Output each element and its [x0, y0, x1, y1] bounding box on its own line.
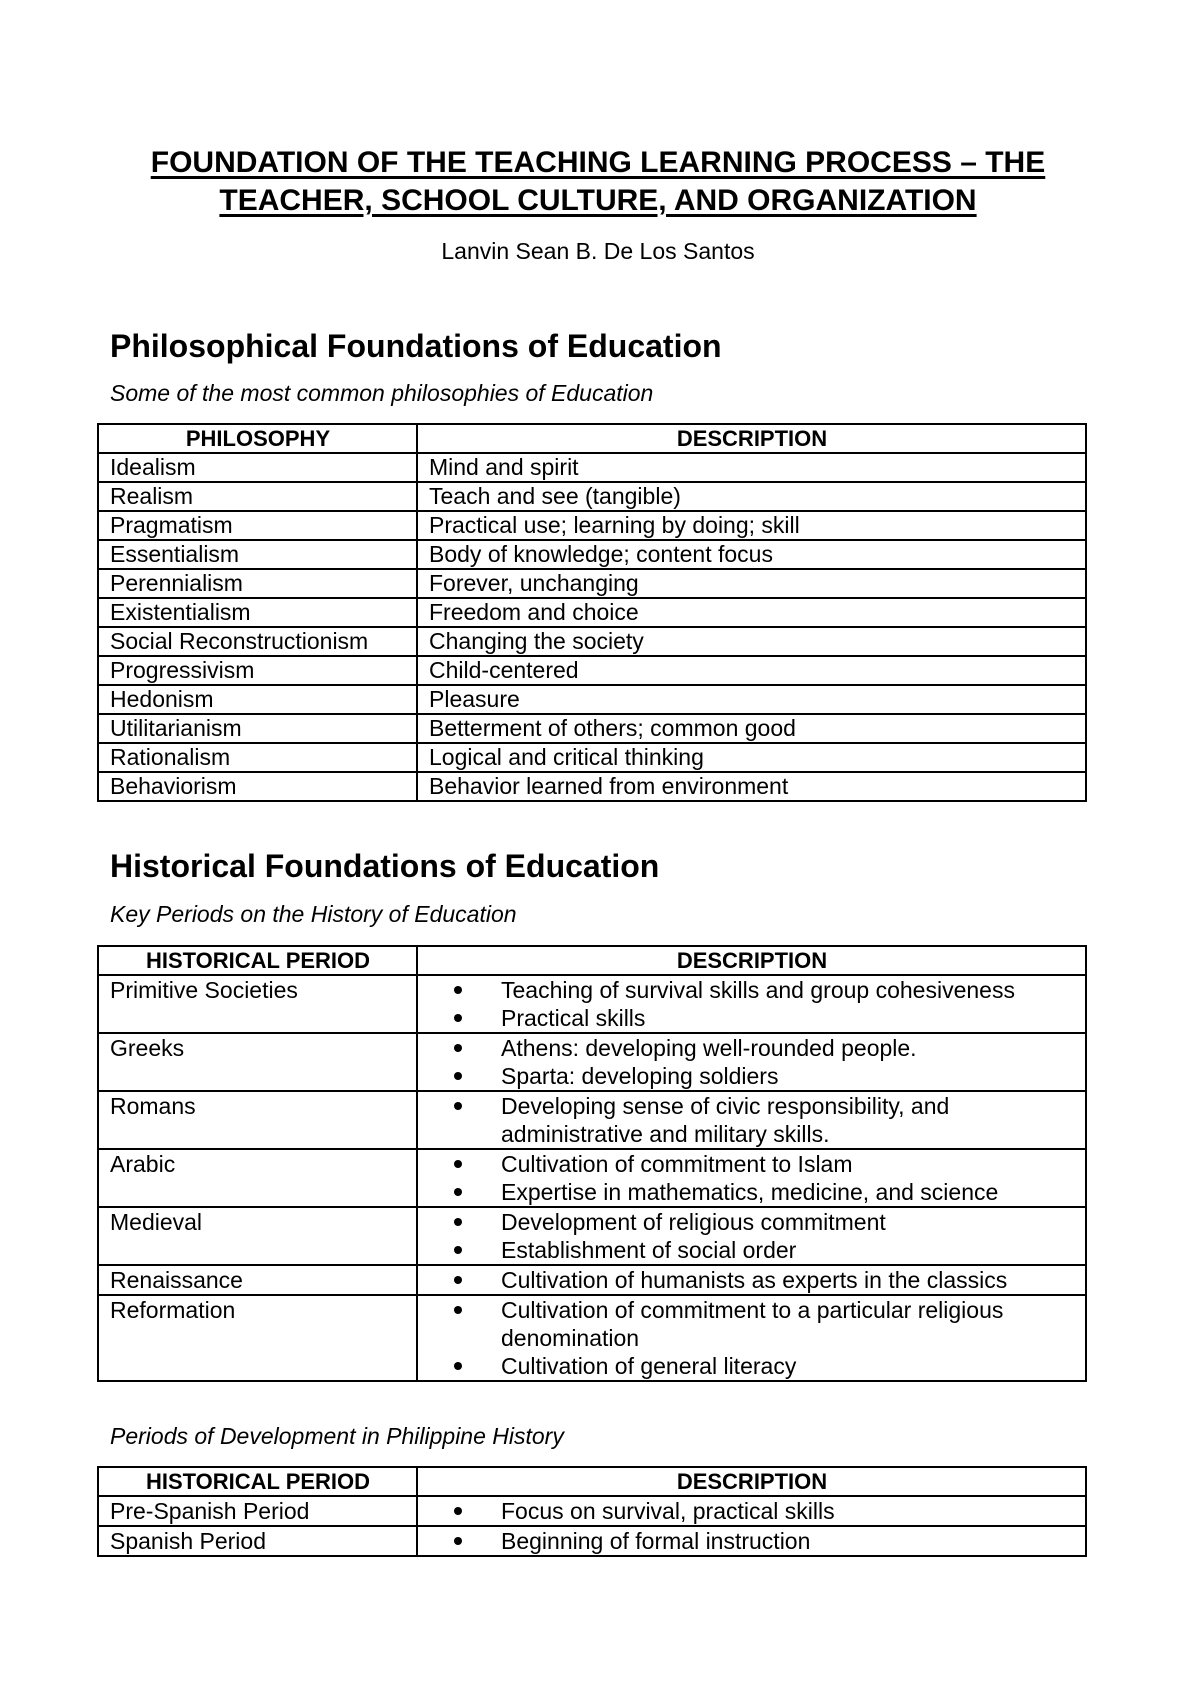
- bullet-item: [418, 1497, 1075, 1525]
- bullet-item: [418, 1150, 1075, 1178]
- bullet-text: Cultivation of humanists as experts in the classics: [501, 1267, 1008, 1293]
- bullet-icon: [454, 1160, 462, 1168]
- table-row: [98, 685, 1086, 714]
- philosophy-name: Idealism: [98, 453, 417, 482]
- table-row: [98, 1265, 1086, 1295]
- philosophy-name: Utilitarianism: [98, 714, 417, 743]
- table-row: [98, 1526, 1086, 1556]
- period-name: Pre-Spanish Period: [98, 1496, 417, 1526]
- period-name: Medieval: [98, 1207, 417, 1265]
- title-line-2: TEACHER, SCHOOL CULTURE, AND ORGANIZATION: [219, 184, 977, 217]
- bullet-text: Sparta: developing soldiers: [501, 1063, 779, 1089]
- philosophy-description: Practical use; learning by doing; skill: [417, 511, 1086, 540]
- bullet-icon: [454, 1276, 462, 1284]
- table-row: [98, 1295, 1086, 1381]
- philosophy-description: Forever, unchanging: [417, 569, 1086, 598]
- bullet-text: Development of religious commitment: [501, 1209, 886, 1235]
- table-row: [98, 540, 1086, 569]
- bullet-text: Developing sense of civic responsibility, and administrative and military skills.: [501, 1093, 950, 1147]
- period-name: Arabic: [98, 1149, 417, 1207]
- philosophy-name: Rationalism: [98, 743, 417, 772]
- philosophy-description: Behavior learned from environment: [417, 772, 1086, 801]
- table-row: [98, 627, 1086, 656]
- period-description: [417, 1149, 1086, 1207]
- period-description: [417, 1295, 1086, 1381]
- table-header-row: [98, 946, 1086, 975]
- historical-table-body: [98, 975, 1086, 1381]
- philosophy-description: Child-centered: [417, 656, 1086, 685]
- bullet-icon: [454, 1072, 462, 1080]
- bullet-item: [418, 1352, 1075, 1380]
- column-header-historical-period: HISTORICAL PERIOD: [98, 1467, 417, 1496]
- period-name: Spanish Period: [98, 1526, 417, 1556]
- bullet-text: Expertise in mathematics, medicine, and science: [501, 1179, 999, 1205]
- bullet-text: Teaching of survival skills and group cohesiveness: [501, 977, 1015, 1003]
- philosophy-table: [97, 423, 1087, 802]
- bullet-text: Cultivation of general literacy: [501, 1353, 797, 1379]
- philosophy-name: Existentialism: [98, 598, 417, 627]
- bullet-item: [418, 1034, 1075, 1062]
- philippine-table-body: [98, 1496, 1086, 1556]
- bullet-item: [418, 1266, 1075, 1294]
- philosophical-caption: Some of the most common philosophies of Education: [110, 380, 654, 406]
- period-description: [417, 1496, 1086, 1526]
- philosophy-description: Freedom and choice: [417, 598, 1086, 627]
- bullet-list: [418, 1266, 1075, 1294]
- bullet-icon: [454, 1246, 462, 1254]
- table-row: [98, 482, 1086, 511]
- philosophy-description: Changing the society: [417, 627, 1086, 656]
- period-name: Romans: [98, 1091, 417, 1149]
- table-row: [98, 714, 1086, 743]
- bullet-icon: [454, 1362, 462, 1370]
- philosophy-table-body: [98, 453, 1086, 801]
- table-row: [98, 1207, 1086, 1265]
- table-row: [98, 569, 1086, 598]
- bullet-icon: [454, 1102, 462, 1110]
- period-name: Renaissance: [98, 1265, 417, 1295]
- bullet-icon: [454, 1044, 462, 1052]
- period-name: Primitive Societies: [98, 975, 417, 1033]
- document-title: [98, 144, 1098, 220]
- table-row: [98, 1496, 1086, 1526]
- table-row: [98, 1149, 1086, 1207]
- bullet-list: [418, 1497, 1075, 1525]
- bullet-item: [418, 1527, 1075, 1555]
- bullet-text: Establishment of social order: [501, 1237, 797, 1263]
- historical-heading: Historical Foundations of Education: [110, 848, 660, 884]
- bullet-item: [418, 1092, 1075, 1148]
- column-header-description: DESCRIPTION: [417, 424, 1086, 453]
- bullet-item: [418, 1004, 1075, 1032]
- bullet-text: Practical skills: [501, 1005, 646, 1031]
- philosophy-name: Social Reconstructionism: [98, 627, 417, 656]
- table-row: [98, 598, 1086, 627]
- philosophy-description: Pleasure: [417, 685, 1086, 714]
- bullet-list: [418, 1092, 1075, 1148]
- bullet-item: [418, 976, 1075, 1004]
- bullet-icon: [454, 986, 462, 994]
- period-description: [417, 1033, 1086, 1091]
- bullet-text: Focus on survival, practical skills: [501, 1498, 835, 1524]
- period-name: Greeks: [98, 1033, 417, 1091]
- column-header-description: DESCRIPTION: [417, 946, 1086, 975]
- period-description: [417, 1091, 1086, 1149]
- column-header-philosophy: PHILOSOPHY: [98, 424, 417, 453]
- column-header-description: DESCRIPTION: [417, 1467, 1086, 1496]
- period-name: Reformation: [98, 1295, 417, 1381]
- historical-caption: Key Periods on the History of Education: [110, 901, 517, 927]
- bullet-icon: [454, 1507, 462, 1515]
- table-row: [98, 511, 1086, 540]
- table-row: [98, 1091, 1086, 1149]
- philosophy-description: Teach and see (tangible): [417, 482, 1086, 511]
- title-line-1: FOUNDATION OF THE TEACHING LEARNING PROCESS – THE: [150, 146, 1046, 179]
- bullet-item: [418, 1208, 1075, 1236]
- period-description: [417, 1207, 1086, 1265]
- bullet-icon: [454, 1306, 462, 1314]
- period-description: [417, 1526, 1086, 1556]
- bullet-text: Cultivation of commitment to Islam: [501, 1151, 853, 1177]
- table-row: [98, 975, 1086, 1033]
- philosophy-description: Mind and spirit: [417, 453, 1086, 482]
- bullet-icon: [454, 1537, 462, 1545]
- table-row: [98, 772, 1086, 801]
- table-row: [98, 1033, 1086, 1091]
- philosophy-description: Betterment of others; common good: [417, 714, 1086, 743]
- bullet-list: [418, 976, 1075, 1032]
- philosophy-name: Behaviorism: [98, 772, 417, 801]
- period-description: [417, 1265, 1086, 1295]
- period-description: [417, 975, 1086, 1033]
- philippine-periods-table: [97, 1466, 1087, 1557]
- bullet-item: [418, 1062, 1075, 1090]
- philippine-caption: Periods of Development in Philippine History: [110, 1423, 564, 1449]
- table-header-row: [98, 424, 1086, 453]
- bullet-text: Beginning of formal instruction: [501, 1528, 811, 1554]
- philosophy-name: Pragmatism: [98, 511, 417, 540]
- bullet-icon: [454, 1218, 462, 1226]
- bullet-list: [418, 1150, 1075, 1206]
- bullet-list: [418, 1034, 1075, 1090]
- philosophy-name: Essentialism: [98, 540, 417, 569]
- bullet-list: [418, 1527, 1075, 1555]
- bullet-item: [418, 1296, 1075, 1352]
- bullet-text: Cultivation of commitment to a particular religious denomination: [501, 1297, 1004, 1351]
- bullet-list: [418, 1208, 1075, 1264]
- table-header-row: [98, 1467, 1086, 1496]
- column-header-historical-period: HISTORICAL PERIOD: [98, 946, 417, 975]
- table-row: [98, 656, 1086, 685]
- table-row: [98, 453, 1086, 482]
- philosophy-name: Hedonism: [98, 685, 417, 714]
- bullet-icon: [454, 1188, 462, 1196]
- philosophy-description: Logical and critical thinking: [417, 743, 1086, 772]
- philosophy-name: Progressivism: [98, 656, 417, 685]
- bullet-text: Athens: developing well-rounded people.: [501, 1035, 917, 1061]
- author-name: Lanvin Sean B. De Los Santos: [441, 238, 755, 264]
- philosophical-heading: Philosophical Foundations of Education: [110, 328, 722, 364]
- bullet-icon: [454, 1014, 462, 1022]
- bullet-item: [418, 1236, 1075, 1264]
- historical-periods-table: [97, 945, 1087, 1382]
- bullet-item: [418, 1178, 1075, 1206]
- table-row: [98, 743, 1086, 772]
- bullet-list: [418, 1296, 1075, 1380]
- philosophy-name: Perennialism: [98, 569, 417, 598]
- philosophy-description: Body of knowledge; content focus: [417, 540, 1086, 569]
- philosophy-name: Realism: [98, 482, 417, 511]
